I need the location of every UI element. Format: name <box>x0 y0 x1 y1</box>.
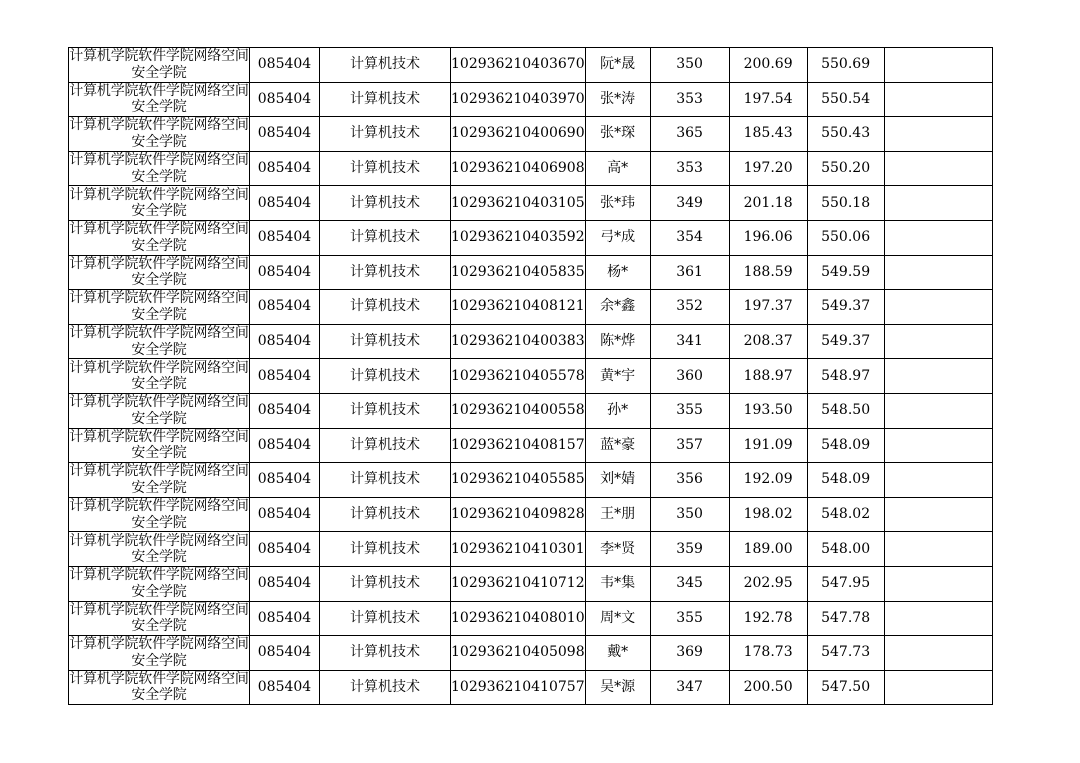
major-name-cell: 计算机技术 <box>320 186 451 221</box>
note-cell <box>884 670 992 705</box>
candidate-name-cell: 李*贤 <box>585 532 650 567</box>
initial-score-cell: 360 <box>650 359 729 394</box>
note-cell <box>884 186 992 221</box>
candidate-id-cell: 102936210403670 <box>451 48 586 83</box>
note-cell <box>884 290 992 325</box>
retest-score-cell: 192.09 <box>729 463 807 498</box>
initial-score-cell: 355 <box>650 393 729 428</box>
college-cell: 计算机学院软件学院网络空间安全学院 <box>69 636 249 669</box>
college-cell: 计算机学院软件学院网络空间安全学院 <box>69 670 249 704</box>
retest-score-cell: 191.09 <box>729 428 807 463</box>
retest-score-cell: 196.06 <box>729 220 807 255</box>
retest-score-cell: 178.73 <box>729 636 807 671</box>
total-score-cell: 550.06 <box>807 220 884 255</box>
major-name-cell: 计算机技术 <box>320 324 451 359</box>
candidate-name-cell: 高* <box>585 151 650 186</box>
retest-score-cell: 192.78 <box>729 601 807 636</box>
note-cell <box>884 48 992 83</box>
candidate-name-cell: 张*玮 <box>585 186 650 221</box>
total-score-cell: 547.73 <box>807 636 884 671</box>
college-cell: 计算机学院软件学院网络空间安全学院 <box>69 221 249 254</box>
total-score-cell: 550.18 <box>807 186 884 221</box>
major-code-cell: 085404 <box>250 220 320 255</box>
candidate-id-cell: 102936210403105 <box>451 186 586 221</box>
total-score-cell: 550.43 <box>807 117 884 152</box>
college-cell: 计算机学院软件学院网络空间安全学院 <box>69 117 249 150</box>
total-score-cell: 548.00 <box>807 532 884 567</box>
note-cell <box>884 255 992 290</box>
note-cell <box>884 82 992 117</box>
major-name-cell: 计算机技术 <box>320 359 451 394</box>
candidate-id-cell: 102936210405835 <box>451 255 586 290</box>
retest-score-cell: 201.18 <box>729 186 807 221</box>
table-row <box>69 48 993 83</box>
score-table <box>68 47 993 705</box>
candidate-name-cell: 蓝*豪 <box>585 428 650 463</box>
note-cell <box>884 393 992 428</box>
retest-score-cell: 200.69 <box>729 48 807 83</box>
table-row <box>69 255 993 290</box>
initial-score-cell: 349 <box>650 186 729 221</box>
major-code-cell: 085404 <box>250 393 320 428</box>
note-cell <box>884 463 992 498</box>
major-name-cell: 计算机技术 <box>320 255 451 290</box>
retest-score-cell: 197.20 <box>729 151 807 186</box>
major-code-cell: 085404 <box>250 48 320 83</box>
major-code-cell: 085404 <box>250 151 320 186</box>
major-code-cell: 085404 <box>250 324 320 359</box>
candidate-name-cell: 韦*集 <box>585 566 650 601</box>
initial-score-cell: 353 <box>650 82 729 117</box>
initial-score-cell: 350 <box>650 497 729 532</box>
candidate-name-cell: 阮*晟 <box>585 48 650 83</box>
candidate-id-cell: 102936210409828 <box>451 497 586 532</box>
initial-score-cell: 353 <box>650 151 729 186</box>
college-cell: 计算机学院软件学院网络空间安全学院 <box>69 567 249 600</box>
candidate-id-cell: 102936210400383 <box>451 324 586 359</box>
major-name-cell: 计算机技术 <box>320 48 451 83</box>
major-name-cell: 计算机技术 <box>320 601 451 636</box>
total-score-cell: 547.78 <box>807 601 884 636</box>
total-score-cell: 548.50 <box>807 393 884 428</box>
note-cell <box>884 151 992 186</box>
total-score-cell: 547.95 <box>807 566 884 601</box>
college-cell: 计算机学院软件学院网络空间安全学院 <box>69 601 249 635</box>
total-score-cell: 548.09 <box>807 463 884 498</box>
retest-score-cell: 197.54 <box>729 82 807 117</box>
initial-score-cell: 355 <box>650 601 729 636</box>
candidate-name-cell: 余*鑫 <box>585 290 650 325</box>
college-cell: 计算机学院软件学院网络空间安全学院 <box>69 394 249 427</box>
candidate-name-cell: 戴* <box>585 636 650 671</box>
college-cell: 计算机学院软件学院网络空间安全学院 <box>69 152 249 185</box>
table-row <box>69 186 993 221</box>
college-cell: 计算机学院软件学院网络空间安全学院 <box>69 48 249 81</box>
initial-score-cell: 356 <box>650 463 729 498</box>
initial-score-cell: 354 <box>650 220 729 255</box>
candidate-id-cell: 102936210408157 <box>451 428 586 463</box>
initial-score-cell: 347 <box>650 670 729 705</box>
total-score-cell: 548.09 <box>807 428 884 463</box>
college-cell: 计算机学院软件学院网络空间安全学院 <box>69 255 249 289</box>
table-row <box>69 532 993 567</box>
candidate-id-cell: 102936210408010 <box>451 601 586 636</box>
candidate-name-cell: 陈*烨 <box>585 324 650 359</box>
note-cell <box>884 359 992 394</box>
candidate-name-cell: 弓*成 <box>585 220 650 255</box>
major-code-cell: 085404 <box>250 497 320 532</box>
candidate-id-cell: 102936210410301 <box>451 532 586 567</box>
note-cell <box>884 497 992 532</box>
table-row <box>69 151 993 186</box>
major-code-cell: 085404 <box>250 636 320 671</box>
table-row <box>69 636 993 671</box>
major-code-cell: 085404 <box>250 186 320 221</box>
major-name-cell: 计算机技术 <box>320 428 451 463</box>
candidate-id-cell: 102936210400690 <box>451 117 586 152</box>
score-table-body <box>69 48 993 705</box>
candidate-id-cell: 102936210406908 <box>451 151 586 186</box>
note-cell <box>884 220 992 255</box>
table-row <box>69 82 993 117</box>
note-cell <box>884 117 992 152</box>
retest-score-cell: 188.59 <box>729 255 807 290</box>
table-row <box>69 566 993 601</box>
major-name-cell: 计算机技术 <box>320 670 451 705</box>
candidate-name-cell: 张*琛 <box>585 117 650 152</box>
table-row <box>69 220 993 255</box>
candidate-id-cell: 102936210403592 <box>451 220 586 255</box>
initial-score-cell: 341 <box>650 324 729 359</box>
initial-score-cell: 369 <box>650 636 729 671</box>
initial-score-cell: 361 <box>650 255 729 290</box>
college-cell: 计算机学院软件学院网络空间安全学院 <box>69 498 249 531</box>
major-name-cell: 计算机技术 <box>320 290 451 325</box>
table-row <box>69 428 993 463</box>
retest-score-cell: 200.50 <box>729 670 807 705</box>
college-cell: 计算机学院软件学院网络空间安全学院 <box>69 290 249 323</box>
note-cell <box>884 601 992 636</box>
retest-score-cell: 197.37 <box>729 290 807 325</box>
retest-score-cell: 193.50 <box>729 393 807 428</box>
major-name-cell: 计算机技术 <box>320 463 451 498</box>
note-cell <box>884 428 992 463</box>
major-code-cell: 085404 <box>250 255 320 290</box>
initial-score-cell: 357 <box>650 428 729 463</box>
total-score-cell: 550.20 <box>807 151 884 186</box>
college-cell: 计算机学院软件学院网络空间安全学院 <box>69 82 249 116</box>
college-cell: 计算机学院软件学院网络空间安全学院 <box>69 325 249 358</box>
initial-score-cell: 365 <box>650 117 729 152</box>
major-name-cell: 计算机技术 <box>320 497 451 532</box>
initial-score-cell: 345 <box>650 566 729 601</box>
table-row <box>69 117 993 152</box>
candidate-id-cell: 102936210405578 <box>451 359 586 394</box>
major-code-cell: 085404 <box>250 601 320 636</box>
total-score-cell: 550.69 <box>807 48 884 83</box>
retest-score-cell: 189.00 <box>729 532 807 567</box>
college-cell: 计算机学院软件学院网络空间安全学院 <box>69 428 249 462</box>
candidate-id-cell: 102936210405098 <box>451 636 586 671</box>
table-row <box>69 670 993 705</box>
total-score-cell: 547.50 <box>807 670 884 705</box>
major-name-cell: 计算机技术 <box>320 532 451 567</box>
major-name-cell: 计算机技术 <box>320 636 451 671</box>
major-name-cell: 计算机技术 <box>320 82 451 117</box>
table-row <box>69 463 993 498</box>
retest-score-cell: 208.37 <box>729 324 807 359</box>
table-row <box>69 290 993 325</box>
total-score-cell: 549.37 <box>807 324 884 359</box>
table-row <box>69 601 993 636</box>
total-score-cell: 550.54 <box>807 82 884 117</box>
candidate-name-cell: 王*朋 <box>585 497 650 532</box>
major-code-cell: 085404 <box>250 428 320 463</box>
candidate-id-cell: 102936210400558 <box>451 393 586 428</box>
table-row <box>69 497 993 532</box>
major-code-cell: 085404 <box>250 566 320 601</box>
note-cell <box>884 532 992 567</box>
major-code-cell: 085404 <box>250 532 320 567</box>
candidate-name-cell: 张*涛 <box>585 82 650 117</box>
note-cell <box>884 636 992 671</box>
initial-score-cell: 359 <box>650 532 729 567</box>
retest-score-cell: 185.43 <box>729 117 807 152</box>
total-score-cell: 548.97 <box>807 359 884 394</box>
table-row <box>69 359 993 394</box>
table-row <box>69 324 993 359</box>
major-name-cell: 计算机技术 <box>320 151 451 186</box>
candidate-name-cell: 周*文 <box>585 601 650 636</box>
initial-score-cell: 350 <box>650 48 729 83</box>
major-code-cell: 085404 <box>250 670 320 705</box>
candidate-name-cell: 杨* <box>585 255 650 290</box>
note-cell <box>884 324 992 359</box>
candidate-name-cell: 黄*宇 <box>585 359 650 394</box>
major-name-cell: 计算机技术 <box>320 220 451 255</box>
candidate-id-cell: 102936210403970 <box>451 82 586 117</box>
major-code-cell: 085404 <box>250 359 320 394</box>
major-name-cell: 计算机技术 <box>320 566 451 601</box>
retest-score-cell: 198.02 <box>729 497 807 532</box>
initial-score-cell: 352 <box>650 290 729 325</box>
table-row <box>69 393 993 428</box>
major-code-cell: 085404 <box>250 290 320 325</box>
college-cell: 计算机学院软件学院网络空间安全学院 <box>69 186 249 220</box>
major-name-cell: 计算机技术 <box>320 393 451 428</box>
college-cell: 计算机学院软件学院网络空间安全学院 <box>69 532 249 566</box>
total-score-cell: 548.02 <box>807 497 884 532</box>
candidate-id-cell: 102936210410712 <box>451 566 586 601</box>
total-score-cell: 549.37 <box>807 290 884 325</box>
college-cell: 计算机学院软件学院网络空间安全学院 <box>69 359 249 393</box>
candidate-id-cell: 102936210408121 <box>451 290 586 325</box>
retest-score-cell: 202.95 <box>729 566 807 601</box>
retest-score-cell: 188.97 <box>729 359 807 394</box>
candidate-id-cell: 102936210410757 <box>451 670 586 705</box>
major-code-cell: 085404 <box>250 82 320 117</box>
candidate-name-cell: 孙* <box>585 393 650 428</box>
candidate-name-cell: 刘*婧 <box>585 463 650 498</box>
major-name-cell: 计算机技术 <box>320 117 451 152</box>
candidate-id-cell: 102936210405585 <box>451 463 586 498</box>
major-code-cell: 085404 <box>250 463 320 498</box>
major-code-cell: 085404 <box>250 117 320 152</box>
college-cell: 计算机学院软件学院网络空间安全学院 <box>69 463 249 496</box>
note-cell <box>884 566 992 601</box>
candidate-name-cell: 吴*源 <box>585 670 650 705</box>
total-score-cell: 549.59 <box>807 255 884 290</box>
